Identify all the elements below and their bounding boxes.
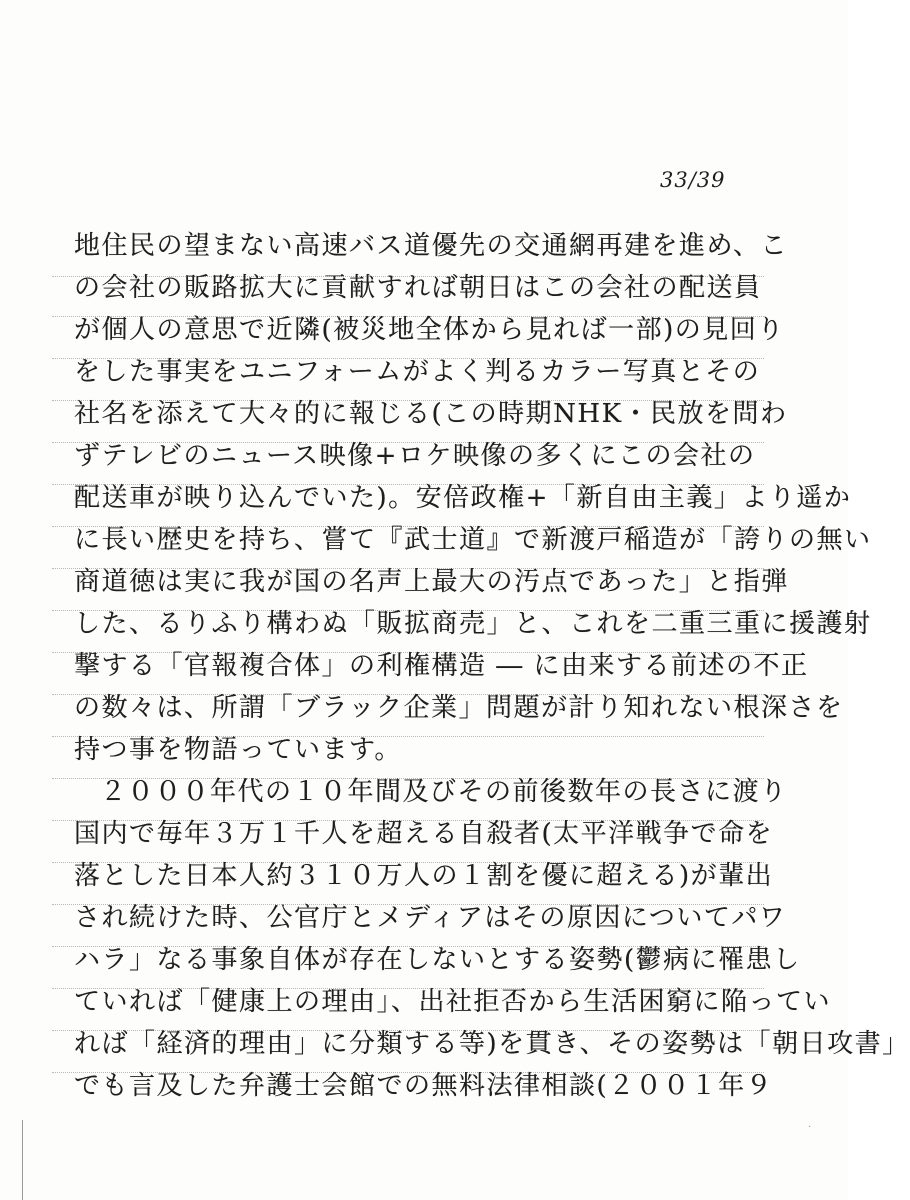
text-line: 配送車が映り込んでいた)。安倍政権+「新自由主義」より遥か — [74, 483, 852, 513]
text-line: 国内で毎年３万１千人を超える自殺者(太平洋戦争で命を — [74, 819, 774, 849]
page-number: 33/39 — [660, 168, 726, 192]
text-line: の会社の販路拡大に貢献すれば朝日はこの会社の配送員 — [74, 273, 762, 303]
text-line: され続けた時、公官庁とメディアはその原因についてパワ — [74, 903, 787, 933]
text-line: ２０００年代の１０年間及びその前後数年の長さに渡り — [100, 777, 788, 807]
text-line: ハラ」なる事象自体が存在しないとする姿勢(鬱病に罹患し — [74, 945, 801, 975]
text-line: でも言及した弁護士会館での無料法律相談(２００１年９ — [74, 1071, 774, 1101]
text-line: ていれば「健康上の理由」、出社拒否から生活困窮に陥ってい — [74, 987, 832, 1017]
text-line: 落とした日本人約３１０万人の１割を優に超える)が輩出 — [74, 861, 774, 891]
text-line: ずテレビのニュース映像+ロケ映像の多くにこの会社の — [74, 441, 756, 471]
text-line: 持つ事を物語っています。 — [74, 735, 402, 765]
text-line: れば「経済的理由」に分類する等)を貫き、その姿勢は「朝日攻書」 — [74, 1029, 910, 1059]
text-line: 社名を添えて大々的に報じる(この時期NHK・民放を問わ — [74, 399, 788, 429]
text-line: した、るりふり構わぬ「販拡商売」と、これを二重三重に援護射 — [74, 609, 872, 639]
text-line: が個人の意思で近隣(被災地全体から見れば一部)の見回り — [74, 315, 785, 345]
text-line: の数々は、所謂「ブラック企業」問題が計り知れない根深さを — [74, 693, 844, 723]
text-line: に長い歴史を持ち、嘗て『武士道』で新渡戸稲造が「誇りの無い — [74, 525, 872, 555]
text-line: 撃する「官報複合体」の利権構造 ― に由来する前述の不正 — [74, 651, 809, 681]
text-line: をした事実をユニフォームがよく判るカラー写真とその — [74, 357, 761, 387]
text-line: 商道徳は実に我が国の名声上最大の汚点であった」と指弾 — [74, 567, 789, 597]
scan-edge-line — [22, 1120, 23, 1200]
scan-speck: · — [808, 1122, 812, 1133]
text-line: 地住民の望まない高速バス道優先の交通網再建を進め、こ — [74, 231, 788, 261]
